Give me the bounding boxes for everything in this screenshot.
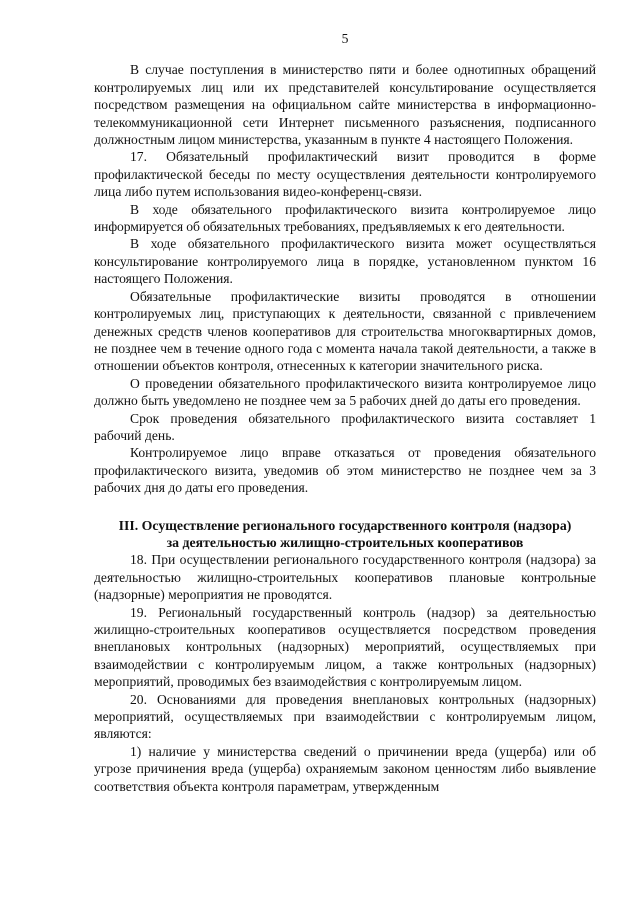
- paragraph-visit-notice: О проведении обязательного профилактического визита контролируемое лицо должно быть уведомлено не позднее чем за 5 рабочих дней до даты его проведения.: [94, 375, 596, 409]
- paragraph-visit-consulting: В ходе обязательного профилактического визита может осуществляться консультирование контролируемого лица в порядке, установленном пунктом 16 настоящего Положения.: [94, 236, 596, 287]
- section-heading-line-2: за деятельностью жилищно-строительных кооперативов: [166, 534, 524, 550]
- paragraph-visit-refusal: Контролируемое лицо вправе отказаться от проведения обязательного профилактического визита, уведомив об этом министерство не позднее чем за 3 рабочих дня до даты его проведения.: [94, 445, 596, 496]
- paragraph-item-20: 20. Основаниями для проведения внеплановых контрольных (надзорных) мероприятий, осуществляемых при взаимодействии с контролируемым лицом, являются:: [94, 691, 596, 742]
- section-heading: [94, 517, 596, 552]
- paragraph-visit-duration: Срок проведения обязательного профилактического визита составляет 1 рабочий день.: [94, 410, 596, 443]
- paragraph-mass-inquiries: В случае поступления в министерство пяти и более однотипных обращений контролируемых лиц или их представителей консультирование осуществляется посредством размещения на официальном сайте министерства в информационно-телекоммуникационной сети Интернет письменного разъяснения, подписанного должностным лицом министерства, указанным в пункте 4 настоящего Положения.: [94, 62, 596, 148]
- paragraph-item-19: 19. Региональный государственный контроль (надзор) за деятельностью жилищно-строительных кооперативов осуществляется посредством проведения внеплановых контрольных (надзорных) мероприятий, осуществляемых при взаимодействии с контролируемым лицом, а также контрольных (надзорных) мероприятий, проводимых без взаимодействия с контролируемым лицом.: [94, 604, 596, 690]
- paragraph-visit-targets: Обязательные профилактические визиты проводятся в отношении контролируемых лиц, приступающих к деятельности, связанной с привлечением денежных средств членов кооперативов для строительства многоквартирных домов, не позднее чем в течение одного года с момента начала такой деятельности, а также в отношении объектов контроля, отнесенных к категории значительного риска.: [94, 288, 596, 374]
- paragraph-item-18: 18. При осуществлении регионального государственного контроля (надзора) за деятельностью жилищно-строительных кооперативов плановые контрольные (надзорные) мероприятия не проводятся.: [94, 552, 596, 603]
- paragraph-item-17: 17. Обязательный профилактический визит проводится в форме профилактической беседы по месту осуществления деятельности контролируемого лица либо путем использования видео-конференц-связи.: [94, 149, 596, 200]
- page-number: 5: [341, 31, 349, 46]
- document-page: [94, 30, 596, 795]
- paragraph-subitem-1: 1) наличие у министерства сведений о причинении вреда (ущерба) или об угрозе причинения вреда (ущерба) охраняемым законом ценностям либо выявление соответствия объекта контроля параметрам, утвержденным: [94, 743, 596, 794]
- section-heading-line-1: III. Осуществление регионального государственного контроля (надзора): [118, 517, 572, 533]
- paragraph-visit-informing: В ходе обязательного профилактического визита контролируемое лицо информируется об обязательных требованиях, предъявляемых к его деятельности.: [94, 201, 596, 235]
